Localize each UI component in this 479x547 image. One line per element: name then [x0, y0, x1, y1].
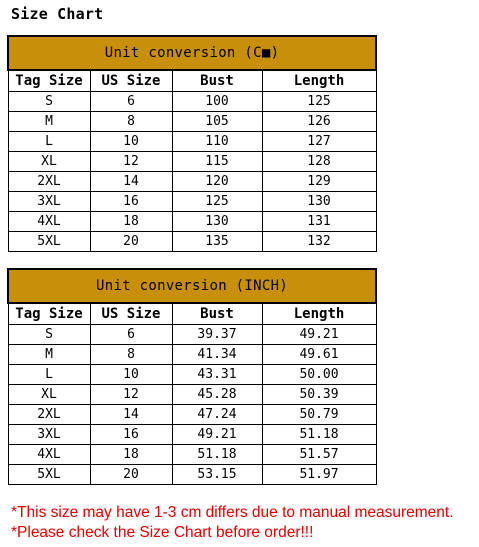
table-cell: 127	[262, 132, 376, 152]
table-cell: 115	[172, 152, 262, 172]
table-cell: 3XL	[8, 192, 90, 212]
table-cell: 126	[262, 112, 376, 132]
table-cell: 10	[90, 132, 172, 152]
table-row	[8, 345, 376, 365]
table-cell: 20	[90, 232, 172, 252]
table-cell: 120	[172, 172, 262, 192]
table-row	[8, 152, 376, 172]
table-cell: 51.97	[262, 465, 376, 485]
table-cell: 128	[262, 152, 376, 172]
column-header: Tag Size	[8, 70, 90, 92]
table-cell: 125	[262, 92, 376, 112]
table-cell: XL	[8, 385, 90, 405]
table-cell: 16	[90, 425, 172, 445]
table-cell: L	[8, 132, 90, 152]
table-cell: 3XL	[8, 425, 90, 445]
table-row	[8, 365, 376, 385]
table-cell: 105	[172, 112, 262, 132]
table-row	[8, 425, 376, 445]
table-cell: 12	[90, 385, 172, 405]
table-cell: 129	[262, 172, 376, 192]
note-line: *Please check the Size Chart before order!!!	[11, 524, 314, 541]
table-row	[8, 132, 376, 152]
table-cell: 50.39	[262, 385, 376, 405]
note-line: *This size may have 1-3 cm differs due to manual measurement.	[11, 504, 454, 521]
banner-row	[8, 36, 376, 70]
table-row	[8, 385, 376, 405]
table-cell: 110	[172, 132, 262, 152]
table-cell: 10	[90, 365, 172, 385]
table-cell: 6	[90, 92, 172, 112]
table-cell: 49.61	[262, 345, 376, 365]
table-cell: 18	[90, 445, 172, 465]
table-cell: 14	[90, 405, 172, 425]
banner-row	[8, 269, 376, 303]
table-cell: 50.00	[262, 365, 376, 385]
table-cell: 51.18	[172, 445, 262, 465]
table-cell: 4XL	[8, 212, 90, 232]
table-cell: 41.34	[172, 345, 262, 365]
table-row	[8, 112, 376, 132]
table-cell: 4XL	[8, 445, 90, 465]
table-row	[8, 212, 376, 232]
table-cell: 12	[90, 152, 172, 172]
table-cell: S	[8, 325, 90, 345]
table-cell: 135	[172, 232, 262, 252]
table-row	[8, 405, 376, 425]
table-cell: 6	[90, 325, 172, 345]
table-cell: 125	[172, 192, 262, 212]
table-row	[8, 192, 376, 212]
table-cell: 5XL	[8, 465, 90, 485]
table-cell: 130	[172, 212, 262, 232]
table-cell: 100	[172, 92, 262, 112]
header-row	[8, 70, 376, 92]
table-cell: 49.21	[262, 325, 376, 345]
column-header: Bust	[172, 303, 262, 325]
table-cell: 43.31	[172, 365, 262, 385]
table-cell: L	[8, 365, 90, 385]
column-header: Bust	[172, 70, 262, 92]
table-cell: M	[8, 112, 90, 132]
table-banner: Unit conversion (INCH)	[8, 269, 376, 303]
size-table-inch	[7, 268, 377, 485]
table-cell: 131	[262, 212, 376, 232]
header-row	[8, 303, 376, 325]
table-cell: 8	[90, 345, 172, 365]
column-header: Tag Size	[8, 303, 90, 325]
table-row	[8, 92, 376, 112]
size-table-cm	[7, 35, 377, 252]
table-row	[8, 325, 376, 345]
table-cell: 5XL	[8, 232, 90, 252]
table-cell: 39.37	[172, 325, 262, 345]
table-row	[8, 465, 376, 485]
table-cell: 8	[90, 112, 172, 132]
table-cell: 16	[90, 192, 172, 212]
table-row	[8, 445, 376, 465]
table-cell: 14	[90, 172, 172, 192]
table-cell: XL	[8, 152, 90, 172]
table-cell: 45.28	[172, 385, 262, 405]
table-cell: 132	[262, 232, 376, 252]
page-title: Size Chart	[11, 5, 104, 23]
table-cell: 2XL	[8, 172, 90, 192]
table-cell: M	[8, 345, 90, 365]
table-cell: 51.57	[262, 445, 376, 465]
table-cell: 47.24	[172, 405, 262, 425]
table-cell: 2XL	[8, 405, 90, 425]
table-cell: 18	[90, 212, 172, 232]
table-cell: 130	[262, 192, 376, 212]
notes	[11, 503, 454, 543]
table-banner: Unit conversion (C■)	[8, 36, 376, 70]
table-cell: 50.79	[262, 405, 376, 425]
column-header: Length	[262, 70, 376, 92]
table-row	[8, 172, 376, 192]
table-cell: 53.15	[172, 465, 262, 485]
column-header: US Size	[90, 303, 172, 325]
table-cell: 20	[90, 465, 172, 485]
table-cell: 51.18	[262, 425, 376, 445]
table-cell: 49.21	[172, 425, 262, 445]
column-header: Length	[262, 303, 376, 325]
column-header: US Size	[90, 70, 172, 92]
table-row	[8, 232, 376, 252]
table-cell: S	[8, 92, 90, 112]
